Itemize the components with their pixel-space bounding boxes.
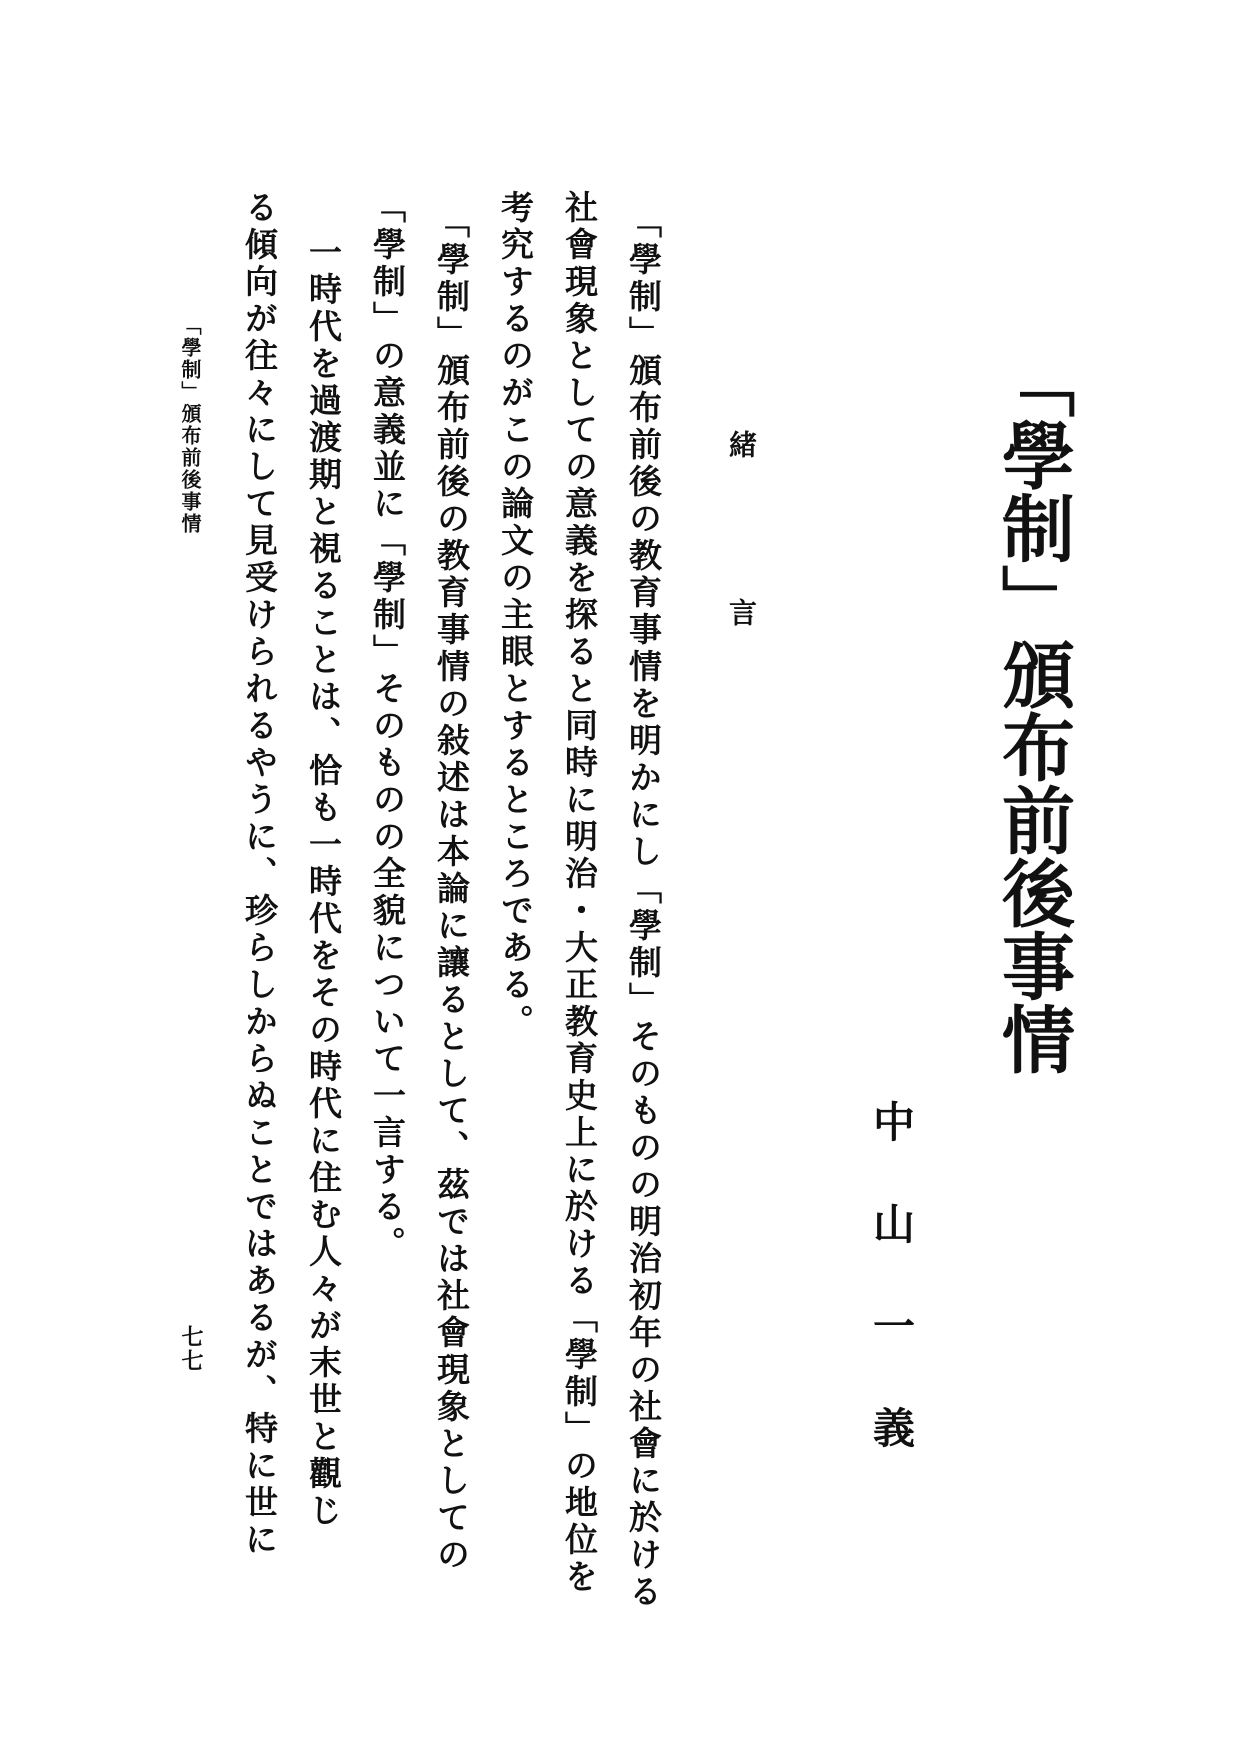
- body-column: 社會現象としての意義を探ると同時に明治・大正教育史上に於ける「學制」の地位を: [560, 190, 599, 1596]
- author-name: 中山一義: [867, 1100, 916, 1508]
- running-header: 「學制」頒布前後事情: [178, 315, 202, 535]
- page-number: 七七: [178, 1325, 204, 1373]
- section-heading: 緒言: [725, 430, 758, 766]
- body-column: 「學制」の意義並に「學制」そのものの全貌について一言する。: [368, 190, 407, 1263]
- body-column: る傾向が往々にして見受けられるやうに、珍らしからぬことではあるが、特に世に: [240, 190, 279, 1559]
- body-column: 「學制」頒布前後の教育事情を明かにし「學制」そのものの明治初年の社會に於ける: [624, 205, 663, 1611]
- body-column: 一時代を過渡期と視ることは、恰も一時代をその時代に住む人々が末世と觀じ: [304, 235, 343, 1530]
- article-title: 「學制」頒布前後事情: [989, 345, 1075, 1075]
- body-column: 考究するのがこの論文の主眼とするところである。: [496, 190, 535, 1041]
- body-column: 「學制」頒布前後の教育事情の敍述は本論に讓るとして、茲では社會現象としての: [432, 205, 471, 1574]
